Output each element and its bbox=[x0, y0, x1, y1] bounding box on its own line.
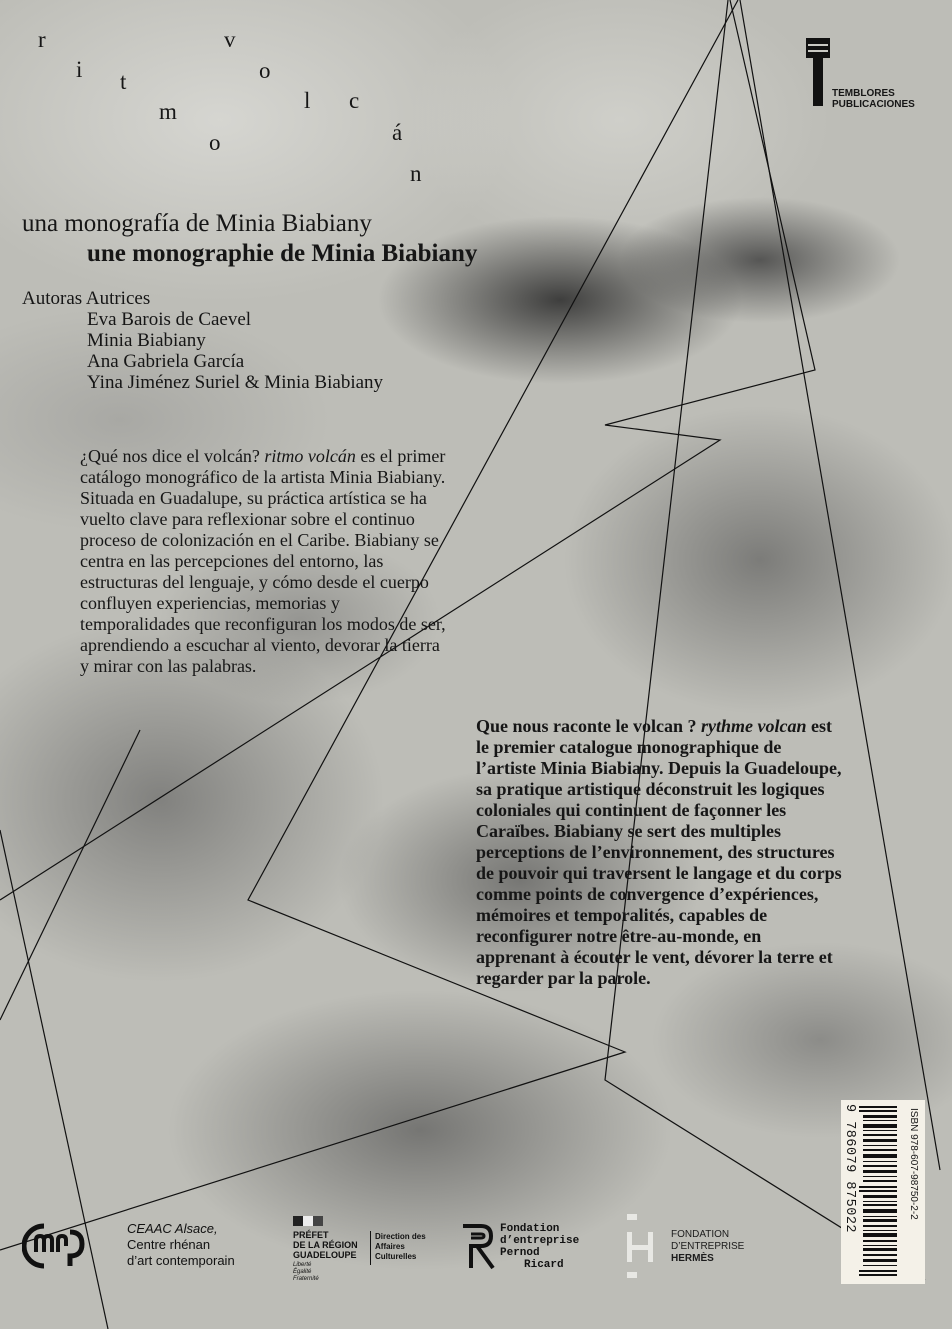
cear-logo-icon bbox=[22, 1222, 86, 1270]
title-letter: n bbox=[410, 161, 422, 186]
pernod-ricard-logo-icon bbox=[461, 1224, 497, 1270]
sponsor-line: Affaires bbox=[375, 1242, 405, 1251]
hermes-logo-icon bbox=[623, 1214, 657, 1280]
publisher-name bbox=[832, 88, 915, 110]
description-es-title: ritmo volcán bbox=[264, 446, 356, 466]
title-letter: i bbox=[76, 57, 83, 82]
title-letter: o bbox=[259, 58, 271, 83]
description-fr bbox=[476, 716, 842, 989]
authors-heading: Autoras Autrices bbox=[22, 288, 151, 309]
sponsor-line: D’ENTREPRISE bbox=[671, 1241, 745, 1252]
title-letter: t bbox=[120, 69, 127, 94]
authors-list bbox=[87, 309, 383, 393]
sponsor-line: Pernod bbox=[500, 1247, 540, 1259]
sponsor-line: CEAAC Alsace, bbox=[127, 1221, 218, 1236]
description-es bbox=[80, 446, 450, 677]
sponsor-line: Direction des bbox=[375, 1232, 426, 1241]
description-fr-title: rythme volcan bbox=[701, 716, 807, 736]
title-letter: l bbox=[304, 88, 311, 113]
sponsor-motto: Égalité bbox=[293, 1269, 312, 1275]
sponsor-line: d’art contemporain bbox=[127, 1253, 235, 1268]
title-letter: m bbox=[159, 99, 177, 124]
sponsor-line: Fondation bbox=[500, 1223, 560, 1235]
author-item: Eva Barois de Caevel bbox=[87, 309, 252, 330]
title-letter: v bbox=[224, 27, 236, 52]
sponsor-line: Culturelles bbox=[375, 1252, 417, 1261]
cear-credit bbox=[127, 1221, 235, 1269]
marianne-flag-icon bbox=[293, 1216, 325, 1226]
sponsor-line: PRÉFET bbox=[293, 1230, 329, 1240]
sponsor-line: Ricard bbox=[524, 1259, 564, 1271]
description-fr-text: est le premier catalogue monographique de l’artiste Minia Biabiany. Depuis la Guadeloupe, sa pratique artistique déconstruit les logiques coloniales qui continuent de façonner les Caraïbes. Biabiany se sert des multiples perceptions de l’environnement, des structures de pouvoir qui traversent le langage et du corps comme points de convergence d’expériences, mémoires et temporalités, capables de reconfigurer notre être-au-monde, en apprenant à écouter le vent, dévorer la terre et regarder par la parole. bbox=[476, 716, 842, 988]
temblores-logo-icon bbox=[806, 38, 832, 108]
author-item: Ana Gabriela García bbox=[87, 351, 245, 372]
sponsor-line: HERMÈS bbox=[671, 1253, 714, 1264]
hermes-credit bbox=[671, 1229, 744, 1265]
barcode-bars bbox=[859, 1106, 897, 1278]
sponsor-line: DE LA RÉGION bbox=[293, 1240, 358, 1250]
sponsor-motto: Liberté bbox=[293, 1262, 312, 1268]
description-es-text: ¿Qué nos dice el volcán? bbox=[80, 446, 265, 466]
publisher-line: PUBLICACIONES bbox=[832, 99, 915, 110]
dac-credit bbox=[375, 1232, 426, 1262]
title-letter: c bbox=[349, 88, 360, 113]
title-letter: á bbox=[392, 120, 403, 145]
description-fr-text: Que nous raconte le volcan ? bbox=[476, 716, 701, 736]
sponsor-line: FONDATION bbox=[671, 1229, 730, 1240]
pernod-ricard-credit bbox=[500, 1223, 579, 1271]
title-letter: o bbox=[209, 130, 221, 155]
author-item: Yina Jiménez Suriel & Minia Biabiany bbox=[87, 372, 384, 393]
author-item: Minia Biabiany bbox=[87, 330, 206, 351]
prefet-credit bbox=[293, 1230, 358, 1283]
sponsor-motto: Fraternité bbox=[293, 1276, 319, 1282]
sponsor-line: d’entreprise bbox=[500, 1235, 580, 1247]
isbn-text: ISBN 978-607-98750-2-2 bbox=[908, 1108, 919, 1220]
divider bbox=[370, 1231, 371, 1265]
isbn-barcode bbox=[841, 1100, 925, 1284]
description-es-text: es el primer catálogo monográfico de la artista Minia Biabiany. Situada en Guadalupe, su práctica artística se ha vuelto clave para reflexionar sobre el continuo proceso de colonización en el Caribe. Biabiany se centra en las percepciones del entorno, las estructuras del lenguaje, y cómo desde el cuerpo confluyen experiencias, memorias y temporalidades que reconfiguran los modos de ser, aprendiendo a escuchar al viento, devorar la tierra y mirar con las palabras. bbox=[80, 446, 446, 676]
subtitle-fr: une monographie de Minia Biabiany bbox=[87, 240, 478, 267]
sponsor-line: Centre rhénan bbox=[127, 1237, 211, 1252]
title-letter: r bbox=[38, 27, 46, 52]
sponsor-line: GUADELOUPE bbox=[293, 1250, 357, 1260]
publisher-line: TEMBLORES bbox=[832, 88, 895, 99]
barcode-digits: 9 786079 875022 bbox=[842, 1104, 857, 1234]
subtitle-es: una monografía de Minia Biabiany bbox=[22, 210, 372, 237]
